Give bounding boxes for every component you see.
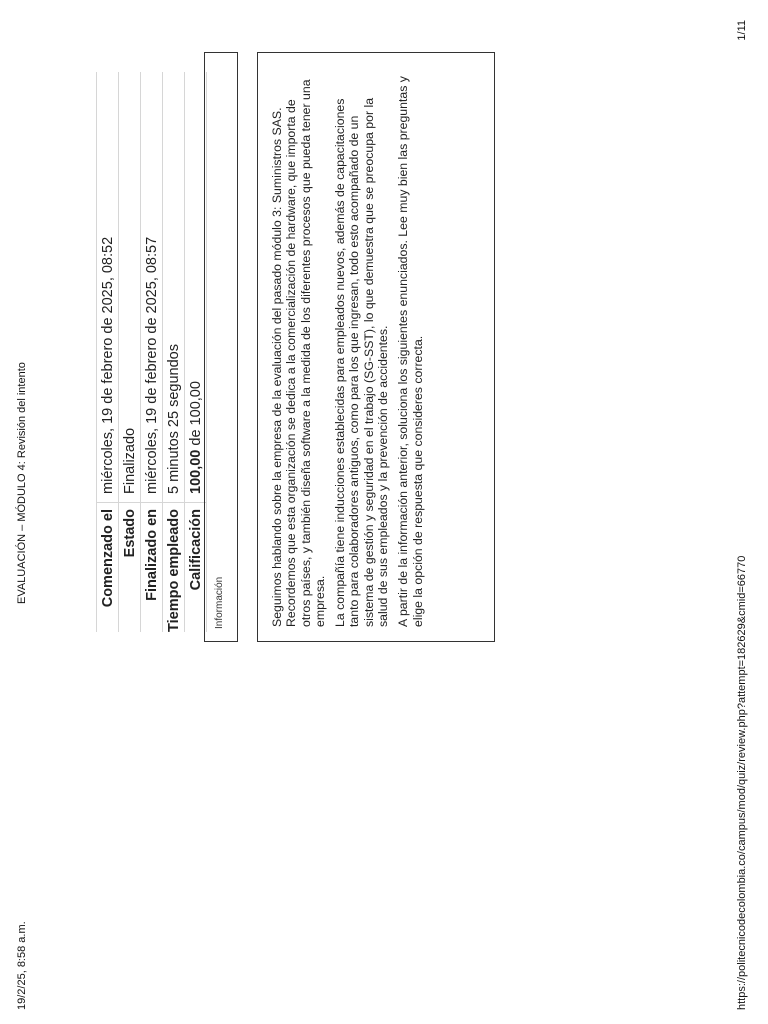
summary-label: Tiempo empleado (166, 508, 182, 632)
summary-value: 5 minutos 25 segundos (163, 72, 185, 502)
summary-row (163, 72, 185, 632)
instructions-paragraph: A partir de la información anterior, soluciona los siguientes enunciados. Lee muy bien las preguntas y elige la opción de respuesta que consideres correcta. (396, 76, 425, 627)
page-number: 1/11 (736, 20, 748, 41)
summary-value: miércoles, 19 de febrero de 2025, 08:57 (141, 72, 163, 502)
grade-score: 100,00 (188, 449, 204, 494)
summary-row (119, 72, 141, 632)
print-date: 19/2/25, 8:58 a.m. (16, 921, 28, 1010)
summary-label: Finalizado en (144, 508, 160, 601)
info-label: Información (214, 576, 225, 629)
summary-label: Comenzado el (100, 508, 116, 608)
info-box (204, 52, 238, 642)
grade-label: Calificación (188, 508, 204, 591)
context-paragraph: La compañía tiene inducciones establecidas para empleados nuevos, además de capacitaciones tanto para colaboradores antiguos, como para los que ingresan, todo esto acompañado de un sistema de gestión y seguridad en el trabajo (SG-SST), lo que demuestra que se preocupa por la salud de sus empleados y la prevención de accidentes. (333, 97, 391, 627)
summary-row (97, 72, 119, 632)
page-url: https://politecnicodecolombia.co/campus/mod/quiz/review.php?attempt=182629&cmid=66770 (736, 555, 748, 1010)
grade-max: de 100,00 (188, 381, 204, 450)
summary-value: miércoles, 19 de febrero de 2025, 08:52 (97, 72, 119, 502)
question-context-box (257, 52, 495, 642)
summary-value: Finalizado (119, 72, 141, 502)
summary-row (141, 72, 163, 632)
context-paragraph: Seguimos hablando sobre la empresa de la evaluación del pasado módulo 3: Suministros SAS. Recordemos que esta organización se dedica a la comercialización de hardware, que importa de otros países, y también diseña software a la medida de los diferentes procesos que pueda tener una empresa. (270, 79, 327, 627)
print-page-title: EVALUACIÓN – MÓDULO 4: Revisión del intento (16, 362, 28, 604)
summary-label: Estado (122, 508, 138, 558)
attempt-summary-table (96, 72, 207, 632)
